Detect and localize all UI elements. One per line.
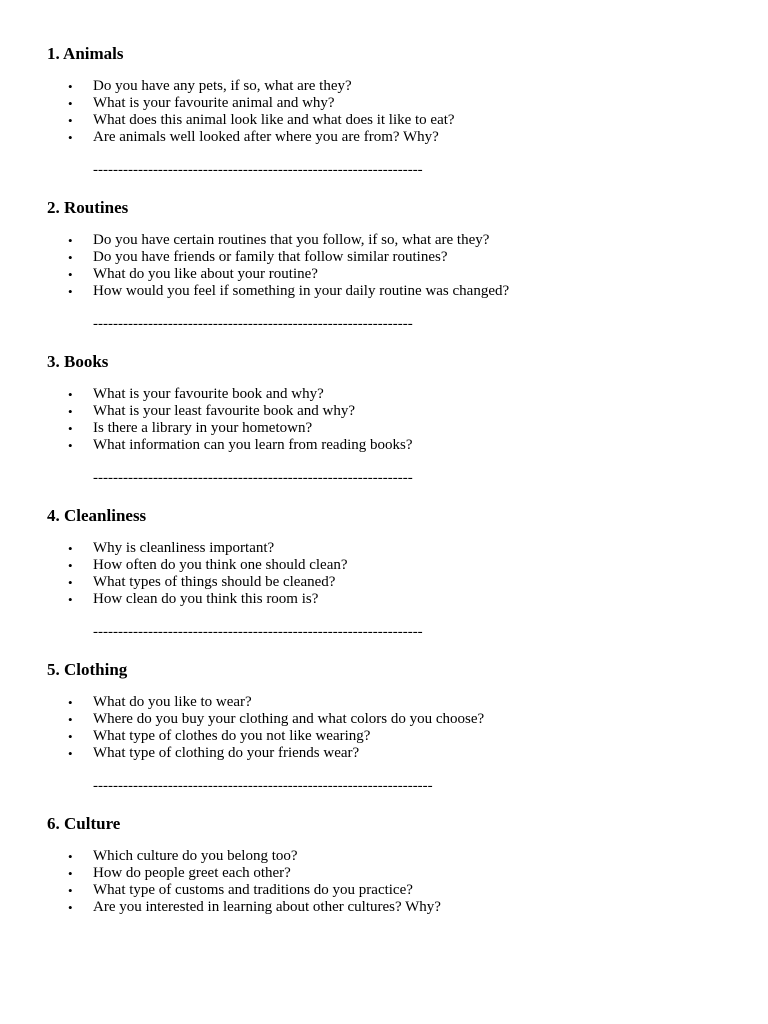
section-heading: 1. Animals	[47, 44, 124, 63]
question-text: Is there a library in your hometown?	[93, 420, 313, 436]
question-text: What does this animal look like and what does it like to eat?	[93, 112, 455, 128]
bullet-icon: •	[68, 712, 73, 727]
bullet-icon: •	[68, 113, 73, 128]
bullet-icon: •	[68, 267, 73, 282]
bullet-icon: •	[68, 79, 73, 94]
question-text: How do people greet each other?	[93, 865, 291, 881]
section-heading: 4. Cleanliness	[47, 506, 147, 525]
bullet-icon: •	[68, 387, 73, 402]
question-text: What is your least favourite book and why?	[93, 403, 356, 419]
question-text: Do you have friends or family that follow similar routines?	[93, 249, 448, 265]
question-text: How often do you think one should clean?	[93, 557, 348, 573]
question-text: What types of things should be cleaned?	[93, 574, 336, 590]
section-divider: ----------------------------------------------------------------	[93, 316, 413, 332]
bullet-icon: •	[68, 729, 73, 744]
bullet-icon: •	[68, 404, 73, 419]
question-text: Do you have any pets, if so, what are they?	[93, 78, 352, 94]
bullet-icon: •	[68, 438, 73, 453]
bullet-icon: •	[68, 96, 73, 111]
section-divider: ------------------------------------------------------------------	[93, 162, 423, 178]
question-text: Are you interested in learning about other cultures? Why?	[93, 899, 441, 915]
question-text: How would you feel if something in your daily routine was changed?	[93, 283, 510, 299]
section-heading: 3. Books	[47, 352, 109, 371]
section-divider: --------------------------------------------------------------------	[93, 778, 433, 794]
question-text: What is your favourite book and why?	[93, 386, 324, 402]
question-text: What is your favourite animal and why?	[93, 95, 335, 111]
bullet-icon: •	[68, 233, 73, 248]
section-heading: 2. Routines	[47, 198, 129, 217]
section-heading: 6. Culture	[47, 814, 121, 833]
section-divider: ------------------------------------------------------------------	[93, 624, 423, 640]
bullet-icon: •	[68, 284, 73, 299]
question-text: What do you like to wear?	[93, 694, 252, 710]
bullet-icon: •	[68, 900, 73, 915]
section-divider: ----------------------------------------------------------------	[93, 470, 413, 486]
question-text: Where do you buy your clothing and what colors do you choose?	[93, 711, 485, 727]
bullet-icon: •	[68, 866, 73, 881]
question-text: What information can you learn from reading books?	[93, 437, 413, 453]
bullet-icon: •	[68, 695, 73, 710]
bullet-icon: •	[68, 592, 73, 607]
question-text: What do you like about your routine?	[93, 266, 318, 282]
question-text: Do you have certain routines that you follow, if so, what are they?	[93, 232, 490, 248]
bullet-icon: •	[68, 558, 73, 573]
bullet-icon: •	[68, 541, 73, 556]
question-text: How clean do you think this room is?	[93, 591, 319, 607]
question-text: What type of clothing do your friends wear?	[93, 745, 360, 761]
bullet-icon: •	[68, 250, 73, 265]
question-text: Why is cleanliness important?	[93, 540, 275, 556]
bullet-icon: •	[68, 575, 73, 590]
bullet-icon: •	[68, 421, 73, 436]
bullet-icon: •	[68, 746, 73, 761]
bullet-icon: •	[68, 130, 73, 145]
question-text: Are animals well looked after where you are from? Why?	[93, 129, 439, 145]
bullet-icon: •	[68, 883, 73, 898]
question-text: Which culture do you belong too?	[93, 848, 298, 864]
question-text: What type of customs and traditions do you practice?	[93, 882, 413, 898]
question-text: What type of clothes do you not like wearing?	[93, 728, 371, 744]
bullet-icon: •	[68, 849, 73, 864]
section-heading: 5. Clothing	[47, 660, 128, 679]
